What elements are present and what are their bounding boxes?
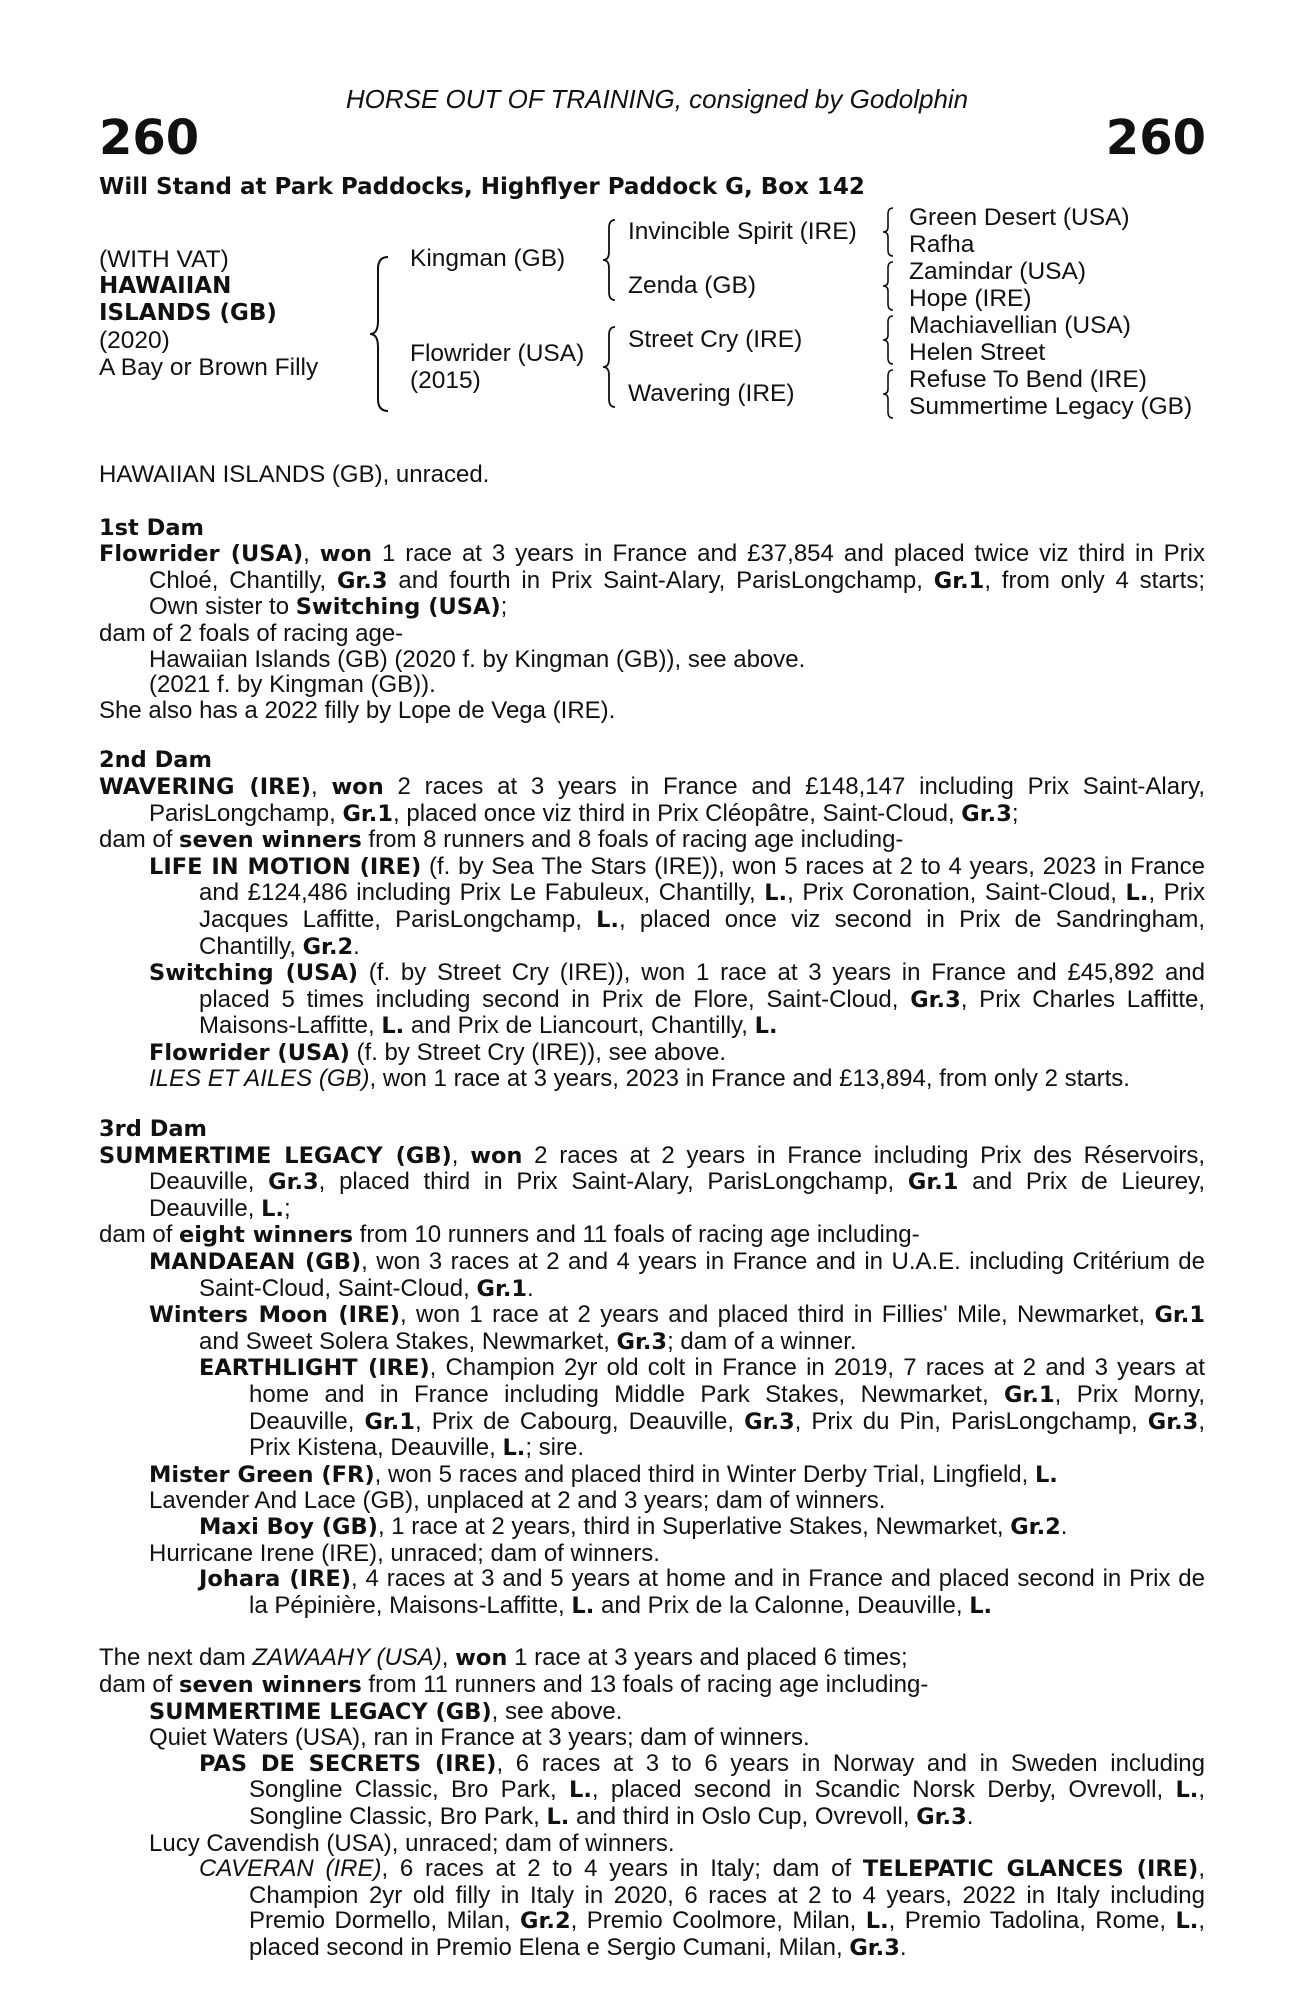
next-dam-entry — [99, 1645, 1205, 1672]
text-run: , Prix de Cabourg, Deauville, — [415, 1407, 745, 1435]
text-run: ; — [500, 593, 508, 621]
text-run: , Songline Classic, Bro Park, — [249, 1776, 1205, 1830]
dam-year: (2015) — [410, 367, 481, 394]
bold-text: Gr.3 — [961, 800, 1012, 827]
produce-item — [99, 1725, 1205, 1751]
produce-item — [99, 1249, 1205, 1302]
bold-text: seven winners — [179, 827, 362, 854]
bold-text: won — [331, 773, 384, 800]
text-run: Hurricane Irene (IRE), unraced; dam of winners. — [149, 1539, 660, 1567]
italic-text: ZAWAAHY (USA) — [252, 1644, 442, 1672]
bold-text: won — [319, 541, 373, 568]
bold-text: L. — [764, 880, 788, 907]
text-run: , won 3 races at 2 and 4 years in France and in U.A.E. including Critérium de Saint-Cloud, Saint-Cloud, — [199, 1248, 1205, 1302]
produce-item — [99, 1699, 1205, 1726]
ancestor-1: Green Desert (USA) — [909, 204, 1130, 231]
bold-text: L. — [1125, 880, 1149, 907]
bold-text: WAVERING (IRE) — [99, 773, 312, 800]
bold-text: SUMMERTIME LEGACY (GB) — [149, 1698, 492, 1725]
ancestor-8: Summertime Legacy (GB) — [909, 393, 1193, 420]
ancestor-7: Refuse To Bend (IRE) — [909, 366, 1147, 393]
pedigree-brace-dam — [600, 325, 620, 409]
bold-text: won — [455, 1645, 508, 1672]
text-run: and third in Oslo Cup, Ovrevoll, — [569, 1802, 917, 1830]
text-run: . — [527, 1274, 534, 1302]
text-run: 1 race at 3 years in France and £37,854 and placed twice viz third in Prix Chloé, Chantilly, — [149, 540, 1205, 594]
ancestor-5: Machiavellian (USA) — [909, 312, 1131, 339]
bold-text: L. — [1175, 1777, 1199, 1804]
produce-item — [99, 960, 1205, 1040]
text-run: from 11 runners and 13 foals of racing age including- — [361, 1670, 929, 1698]
bold-text: Switching (USA) — [149, 960, 359, 987]
sire-name: Kingman (GB) — [410, 245, 566, 272]
italic-text: CAVERAN (IRE) — [199, 1855, 382, 1883]
bold-text: MANDAEAN (GB) — [149, 1249, 362, 1276]
dam-name: Flowrider (USA) — [410, 340, 585, 367]
text-run: , placed second in Premio Elena e Sergio Cumani, Milan, — [249, 1907, 1205, 1961]
text-run: She also has a 2022 filly by Lope de Vega (IRE). — [99, 696, 616, 724]
third-dam-produce-intro — [99, 1222, 1205, 1249]
produce-item — [99, 672, 1205, 698]
ancestor-6: Helen Street — [909, 339, 1046, 366]
pedigree-brace-g2 — [880, 260, 896, 312]
pedigree-brace-main — [368, 255, 394, 413]
text-run: Hawaiian Islands (GB) (2020 f. by Kingman (GB)), see above. — [149, 645, 806, 673]
bold-text: Gr.1 — [342, 800, 394, 827]
text-run: Quiet Waters (USA), ran in France at 3 years; dam of winners. — [149, 1724, 810, 1752]
sire-dam-name: Zenda (GB) — [628, 272, 756, 299]
text-run: . — [899, 1933, 907, 1961]
text-run: , Prix Coronation, Saint-Cloud, — [787, 879, 1126, 907]
produce-item — [99, 1541, 1205, 1567]
bold-text: Gr.2 — [1010, 1513, 1061, 1540]
text-run: , 6 races at 2 to 4 years in Italy; dam of — [381, 1855, 863, 1883]
text-run: from 10 runners and 11 foals of racing age including- — [353, 1221, 920, 1249]
horse-description: A Bay or Brown Filly — [99, 354, 319, 381]
bold-text: Gr.3 — [910, 986, 961, 1013]
lot-number-left: 260 — [99, 110, 200, 166]
text-run: dam of — [99, 1221, 180, 1249]
text-run: , — [451, 1141, 471, 1169]
text-run: and Prix de Lieurey, Deauville, — [149, 1168, 1205, 1222]
text-run: . — [966, 1802, 974, 1830]
text-run: ; dam of a winner. — [667, 1327, 857, 1355]
bold-text: Gr.2 — [520, 1908, 571, 1935]
produce-item — [99, 1856, 1205, 1961]
pedigree-brace-g1 — [880, 206, 896, 258]
italic-text: ILES ET AILES (GB) — [149, 1065, 370, 1093]
text-run: and Prix de la Calonne, Deauville, — [594, 1591, 970, 1619]
produce-item — [99, 1355, 1205, 1461]
text-run: 2 races at 2 years in France including Prix des Réservoirs, Deauville, — [149, 1141, 1205, 1196]
text-run: (2021 f. by Kingman (GB)). — [149, 671, 436, 699]
second-dam-entry — [99, 774, 1205, 827]
text-run: , see above. — [491, 1697, 623, 1725]
produce-item — [99, 1566, 1205, 1619]
bold-text: Gr.3 — [916, 1803, 967, 1830]
text-run: , Premio Coolmore, Milan, — [570, 1907, 866, 1935]
bold-text: L. — [596, 906, 619, 933]
text-run: (f. by Street Cry (IRE)), see above. — [349, 1038, 727, 1066]
bold-text: Switching (USA) — [295, 594, 501, 621]
first-dam-heading: 1st Dam — [99, 514, 204, 541]
text-run: , Champion 2yr old filly in Italy in 2020, 6 races at 2 to 4 years, 2022 in Italy including Premio Dormello, Milan, — [249, 1855, 1205, 1935]
first-dam-note — [99, 698, 1205, 724]
bold-text: Maxi Boy (GB) — [199, 1513, 378, 1540]
produce-item — [99, 1831, 1205, 1857]
next-dam-produce-intro — [99, 1672, 1205, 1699]
catalogue-body — [99, 462, 1205, 1961]
text-run: 1 race at 3 years and placed 6 times; — [507, 1644, 908, 1672]
text-run: . — [1060, 1512, 1068, 1540]
bold-text: L. — [865, 1908, 889, 1935]
produce-item — [99, 1066, 1205, 1092]
bold-text: Gr.3 — [616, 1328, 668, 1355]
bold-text: EARTHLIGHT (IRE) — [199, 1355, 430, 1382]
lot-number-right: 260 — [1105, 110, 1206, 166]
produce-item — [99, 1462, 1205, 1489]
bold-text: Mister Green (FR) — [149, 1461, 375, 1488]
vat-label: (WITH VAT) — [99, 246, 229, 273]
second-dam-heading: 2nd Dam — [99, 747, 212, 774]
bold-text: L. — [502, 1435, 526, 1462]
text-run: Lucy Cavendish (USA), unraced; dam of winners. — [149, 1829, 675, 1857]
text-run: from 8 runners and 8 foals of racing age including- — [361, 826, 904, 854]
produce-item — [99, 1040, 1205, 1067]
text-run: dam of — [99, 1670, 180, 1698]
text-run: , placed once viz third in Prix Cléopâtre, Saint-Cloud, — [393, 799, 962, 827]
text-run: and Sweet Solera Stakes, Newmarket, — [199, 1327, 617, 1355]
produce-item — [99, 647, 1205, 673]
third-dam-heading: 3rd Dam — [99, 1116, 207, 1143]
first-dam-produce-intro — [99, 621, 1205, 647]
pedigree-brace-sire — [600, 218, 620, 302]
bold-text: L. — [1175, 1908, 1199, 1935]
bold-text: L. — [571, 1592, 595, 1619]
text-run: (f. by Sea The Stars (IRE)), won 5 races at 2 to 4 years, 2023 in France and £124,486 including Prix Le Fabuleux, Chantilly, — [199, 852, 1205, 907]
text-run: and fourth in Prix Saint-Alary, ParisLongchamp, — [387, 566, 934, 594]
text-run: , Prix du Pin, ParisLongchamp, — [794, 1407, 1148, 1435]
bold-text: SUMMERTIME LEGACY (GB) — [99, 1142, 452, 1169]
bold-text: won — [470, 1142, 523, 1169]
bold-text: Johara (IRE) — [199, 1566, 351, 1593]
bold-text: Gr.1 — [364, 1408, 416, 1435]
text-run: Lavender And Lace (GB), unplaced at 2 and 3 years; dam of winners. — [149, 1487, 886, 1515]
text-run: , Champion 2yr old colt in France in 2019, 7 races at 2 and 3 years at home and in France including Middle Park Stakes, Newmarket, — [249, 1354, 1205, 1408]
text-run: , placed third in Prix Saint-Alary, ParisLongchamp, — [318, 1168, 908, 1196]
text-run: dam of 2 foals of racing age- — [99, 619, 404, 647]
text-run: , Prix Morny, Deauville, — [249, 1381, 1206, 1435]
third-dam-entry — [99, 1143, 1205, 1223]
catalogue-header: HORSE OUT OF TRAINING, consigned by Godolphin — [345, 84, 969, 114]
pedigree-brace-g3 — [880, 314, 896, 366]
dam-sire-name: Street Cry (IRE) — [628, 326, 803, 353]
bold-text: L. — [546, 1803, 570, 1830]
text-run: ; — [283, 1194, 291, 1222]
bold-text: Gr.1 — [907, 1169, 959, 1196]
bold-text: L. — [381, 1013, 405, 1040]
text-run: (f. by Street Cry (IRE)), won 1 race at 3 years in France and £45,892 and placed 5 times including second in Prix de Flore, Saint-Cloud, — [199, 959, 1205, 1013]
bold-text: TELEPATIC GLANCES (IRE) — [862, 1856, 1199, 1883]
produce-item — [99, 854, 1205, 960]
text-run: and Prix de Liancourt, Chantilly, — [404, 1012, 755, 1040]
bold-text: L. — [754, 1013, 778, 1040]
text-run: , Prix Jacques Laffitte, ParisLongchamp, — [199, 879, 1206, 933]
text-run: , from only 4 starts; Own sister to — [149, 566, 1205, 621]
produce-item — [99, 1488, 1205, 1514]
text-run: The next dam — [99, 1644, 253, 1672]
bold-text: Gr.3 — [268, 1169, 319, 1196]
ancestor-2: Rafha — [909, 231, 975, 258]
produce-item — [99, 1302, 1205, 1355]
text-run: , 1 race at 2 years, third in Superlative Stakes, Newmarket, — [377, 1512, 1011, 1540]
text-run: , won 1 race at 2 years and placed third in Fillies' Mile, Newmarket, — [400, 1301, 1155, 1329]
bold-text: Flowrider (USA) — [149, 1039, 350, 1066]
text-run: , won 1 race at 3 years, 2023 in France and £13,894, from only 2 starts. — [369, 1065, 1130, 1093]
bold-text: Gr.2 — [302, 933, 354, 960]
text-run: , won 5 races and placed third in Winter Derby Trial, Lingfield, — [374, 1460, 1035, 1488]
text-run: . — [353, 932, 360, 960]
bold-text: L. — [969, 1592, 993, 1619]
text-run: , 4 races at 3 and 5 years at home and in France and placed second in Prix de la Pépinière, Maisons-Laffitte, — [249, 1565, 1206, 1619]
horse-year: (2020) — [99, 327, 170, 354]
bold-text: PAS DE SECRETS (IRE) — [199, 1750, 497, 1777]
horse-name-line1: HAWAIIAN — [99, 273, 232, 299]
text-run: , Prix Charles Laffitte, Maisons-Laffitte, — [199, 985, 1206, 1040]
ancestor-3: Zamindar (USA) — [909, 258, 1086, 285]
bold-text: Gr.1 — [1154, 1302, 1205, 1329]
text-run: ; — [1011, 799, 1019, 827]
bold-text: Gr.3 — [849, 1934, 900, 1961]
sire-sire-name: Invincible Spirit (IRE) — [628, 218, 857, 245]
bold-text: Gr.3 — [744, 1408, 795, 1435]
stand-location: Will Stand at Park Paddocks, Highflyer Paddock G, Box 142 — [99, 174, 865, 200]
bold-text: L. — [569, 1777, 592, 1804]
text-run: , — [441, 1644, 456, 1672]
first-dam-entry — [99, 541, 1205, 621]
bold-text: L. — [1034, 1461, 1058, 1488]
bold-text: seven winners — [179, 1671, 362, 1698]
produce-item — [99, 1751, 1205, 1831]
bold-text: Gr.3 — [336, 567, 388, 594]
text-run: , placed second in Scandic Norsk Derby, Ovrevoll, — [591, 1776, 1176, 1804]
second-dam-produce-intro — [99, 827, 1205, 854]
text-run: , Premio Tadolina, Rome, — [888, 1907, 1176, 1935]
bold-text: Gr.3 — [1147, 1408, 1199, 1435]
bold-text: Flowrider (USA) — [99, 541, 304, 568]
bold-text: eight winners — [179, 1222, 354, 1249]
produce-item — [99, 1514, 1205, 1541]
bold-text: Gr.1 — [933, 567, 985, 594]
bold-text: Gr.1 — [476, 1275, 528, 1302]
bold-text: L. — [261, 1195, 284, 1222]
text-run: ; sire. — [525, 1434, 585, 1462]
race-record: HAWAIIAN ISLANDS (GB), unraced. — [99, 461, 490, 488]
bold-text: Winters Moon (IRE) — [149, 1302, 401, 1329]
dam-dam-name: Wavering (IRE) — [628, 380, 795, 407]
pedigree-brace-g4 — [880, 368, 896, 420]
text-run: , — [311, 772, 332, 800]
text-run: dam of — [99, 826, 180, 854]
text-run: , — [303, 540, 320, 568]
text-run: , placed once viz second in Prix de Sandringham, Chantilly, — [199, 905, 1205, 960]
text-run: , 6 races at 3 to 6 years in Norway and in Sweden including Songline Classic, Bro Park, — [249, 1749, 1205, 1804]
ancestor-4: Hope (IRE) — [909, 285, 1032, 312]
text-run: , Prix Kistena, Deauville, — [249, 1407, 1206, 1462]
horse-name-line2: ISLANDS (GB) — [99, 300, 277, 326]
text-run: 2 races at 3 years in France and £148,147 including Prix Saint-Alary, ParisLongchamp, — [149, 772, 1205, 827]
bold-text: Gr.1 — [1004, 1382, 1055, 1408]
bold-text: LIFE IN MOTION (IRE) — [149, 853, 422, 880]
